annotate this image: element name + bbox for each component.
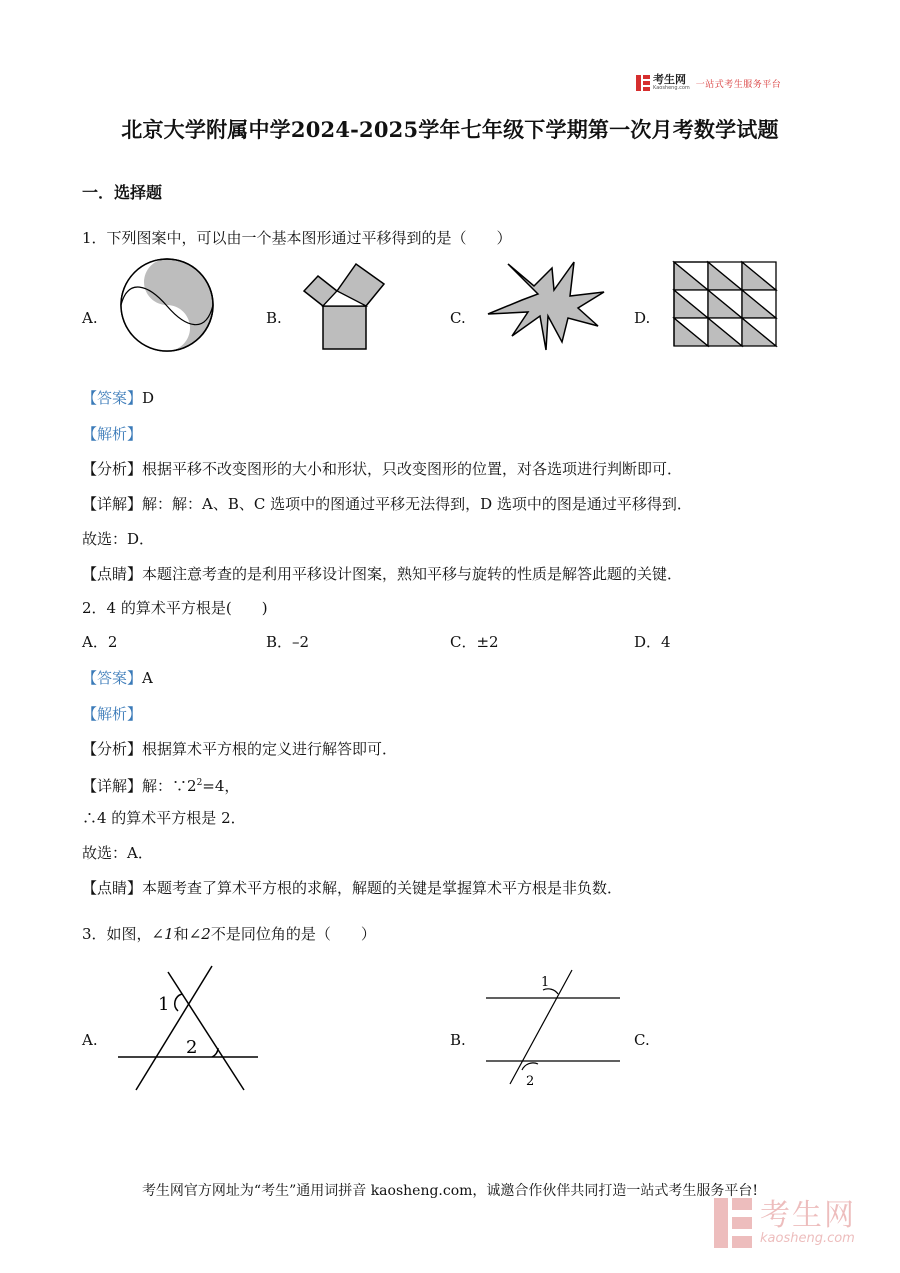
watermark-logo-icon [714,1198,752,1248]
q2-guxuan: 故选：A． [82,844,153,862]
q2-fenxi-tag: 【分析】 [82,740,143,758]
q2-therefore: ∴4 的算术平方根是 2． [82,809,246,827]
q2-option-c: C．±2 [450,633,499,651]
q3-option-b-label: B. [450,1031,466,1049]
q3-fig-b-label-2: 2 [526,1074,535,1089]
q3-option-a-label: A. [82,1031,98,1049]
q3-stem [82,924,376,944]
q1-option-a-label: A. [82,309,98,327]
q2-dianjing-tag: 【点睛】 [82,879,143,897]
q1-analysis-tag: 【解析】 [82,425,143,443]
q1-answer-tag: 【答案】 [82,389,143,407]
q2-xiangjie-tag: 【详解】 [82,777,143,795]
watermark-text [760,1200,856,1246]
q3-angle-1: ∠1 [151,925,174,943]
q2-answer [82,668,153,688]
q2-option-d: D．4 [634,633,671,651]
q1-figure-c [486,260,608,352]
q2-analysis-tag: 【解析】 [82,705,143,723]
q3-fig-b-label-1: 1 [541,975,550,990]
q1-option-b-label: B. [266,309,282,327]
q1-guxuan: 故选：D． [82,530,155,548]
q1-stem: 1．下列图案中，可以由一个基本图形通过平移得到的是（ ） [82,229,512,247]
header-logo[interactable] [636,72,781,94]
q1-fenxi [82,459,682,479]
q1-fenxi-text: 根据平移不改变图形的大小和形状，只改变图形的位置，对各选项进行判断即可． [142,460,683,478]
logo-text [653,75,690,91]
q1-option-c-label: C. [450,309,466,327]
logo-slogan: 一站式考生服务平台 [695,79,782,90]
q1-dianjing [82,564,682,584]
q2-dianjing [82,878,622,898]
watermark [714,1198,856,1248]
q1-figure-b [300,256,396,354]
q3-figure-a [116,964,262,1094]
section-title: 一．选择题 [82,183,163,202]
q2-dianjing-text: 本题考查了算术平方根的求解，解题的关键是掌握算术平方根是非负数． [142,879,623,897]
q2-xiangjie [82,773,239,796]
q1-figure-d [672,260,782,352]
logo-name: 考生网 [653,73,686,86]
q2-fenxi-text: 根据算术平方根的定义进行解答即可． [142,740,398,758]
q1-option-d-label: D. [634,309,651,327]
q1-fenxi-tag: 【分析】 [82,460,143,478]
watermark-name: 考生网 [760,1198,856,1233]
q2-stem: 2．4 的算术平方根是( ) [82,599,268,617]
q1-xiangjie-text: 解：解：A、B、C 选项中的图通过平移无法得到，D 选项中的图是通过平移得到． [142,495,692,513]
q1-dianjing-text: 本题注意考查的是利用平移设计图案，熟知平移与旋转的性质是解答此题的关键． [142,565,683,583]
q1-answer [82,388,154,408]
q3-angle-2: ∠2 [188,925,211,943]
q3-fig-a-label-2: 2 [186,1037,198,1058]
q2-option-b: B．–2 [266,633,310,651]
q3-fig-a-label-1: 1 [158,994,170,1015]
footer-text: 考生网官方网址为“考生”通用词拼音 kaosheng.com，诚邀合作伙伴共同打造一站式考生服务平台! [141,1183,759,1199]
q1-answer-value: D [142,389,155,407]
q3-figure-b [484,964,622,1090]
q2-option-a: A．2 [82,633,118,651]
q1-xiangjie-tag: 【详解】 [82,495,143,513]
q2-xiangjie-post: =4， [202,777,240,795]
q2-fenxi [82,739,397,759]
watermark-domain: kaosheng.com [760,1231,855,1246]
q2-answer-value: A [142,669,153,687]
q2-answer-tag: 【答案】 [82,669,143,687]
q1-xiangjie [82,494,692,514]
kaosheng-logo-icon [636,75,650,91]
q2-xiangjie-exponent: 2 [196,778,203,788]
logo-domain: Kaosheng.com [653,85,690,91]
q3-stem-pre: 3．如图， [82,925,152,943]
page-title: 北京大学附属中学2024-2025学年七年级下学期第一次月考数学试题 [121,117,779,142]
q3-stem-post: 不是同位角的是（ ） [210,925,376,943]
q2-xiangjie-pre: 解：∵2 [142,777,197,795]
q1-figure-a [118,256,216,354]
q1-dianjing-tag: 【点睛】 [82,565,143,583]
q3-stem-mid: 和 [173,925,189,943]
q3-option-c-label: C. [634,1031,650,1049]
